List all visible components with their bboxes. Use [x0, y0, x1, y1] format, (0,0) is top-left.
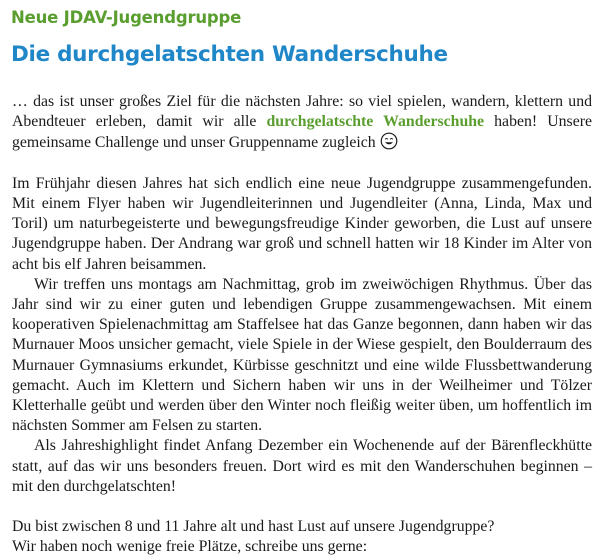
intro-paragraph	[12, 92, 592, 154]
intro-highlight: durchgelatschte Wanderschuhe	[266, 113, 485, 131]
paragraph-highlight: Als Jahreshighlight findet Anfang Dezember ein Wochenende auf der Bärenfleckhütte statt, auf das wir uns besonders freuen. Dort wird es mit den Wanderschuhen beginnen – mit den durchgelatschten!	[12, 437, 592, 495]
article-kicker: Neue JDAV-Jugendgruppe	[11, 8, 242, 27]
intro-text-end: haben! Unsere gemeinsame Challenge und unser Gruppenname zugleich	[12, 113, 592, 152]
article-title: Die durchgelatschten Wanderschuhe	[11, 42, 448, 67]
article-body	[12, 92, 592, 558]
paragraph-meetings: Wir treffen uns montags am Nachmittag, grob im zweiwöchigen Rhythmus. Über das Jahr sind wir zu einer guten und lebendigen Gruppe zusammengewachsen. Mit einem kooperativen Spielenachmittag am Staffelsee hat das Ganze begonnen, dann haben wir das Murnauer Moos unsicher gemacht, viele Spiele in der Wiese gespielt, den Boulderraum des Murnauer Gymnasiums erkundet, Kürbisse geschnitzt und eine wilde Flussbettwanderung gemacht. Auch im Klettern und Sichern haben wir uns in der Weilheimer und Tölzer Kletterhalle geübt und werden über den Winter noch fleißig weiter üben, um hoffentlich im nächsten Sommer am Felsen zu starten.	[12, 275, 592, 435]
closing-question: Du bist zwischen 8 und 11 Jahre alt und hast Lust auf unsere Jugendgruppe?	[12, 518, 495, 536]
paragraph-spring: Im Frühjahr diesen Jahres hat sich endlich eine neue Jugendgruppe zusammengefunden. Mit einem Flyer haben wir Jugendleiterinnen und Jugendleiter (Anna, Linda, Max und Toril) um naturbegeisterte und bewegungsfreudige Kinder geworben, die Lust auf unsere Jugendgruppe haben. Der Andrang war groß und schnell hatten wir 18 Kinder im Alter von acht bis elf Jahren beisammen.	[12, 174, 592, 273]
closing-invite: Wir haben noch wenige freie Plätze, schreibe uns gerne:	[12, 538, 368, 556]
smiley-wink-icon	[380, 132, 398, 150]
intro-text-start: … das ist unser großes Ziel für die nächsten Jahre: so viel spielen, wandern, klettern und Abendteuer erleben, damit wir alle	[12, 93, 592, 131]
